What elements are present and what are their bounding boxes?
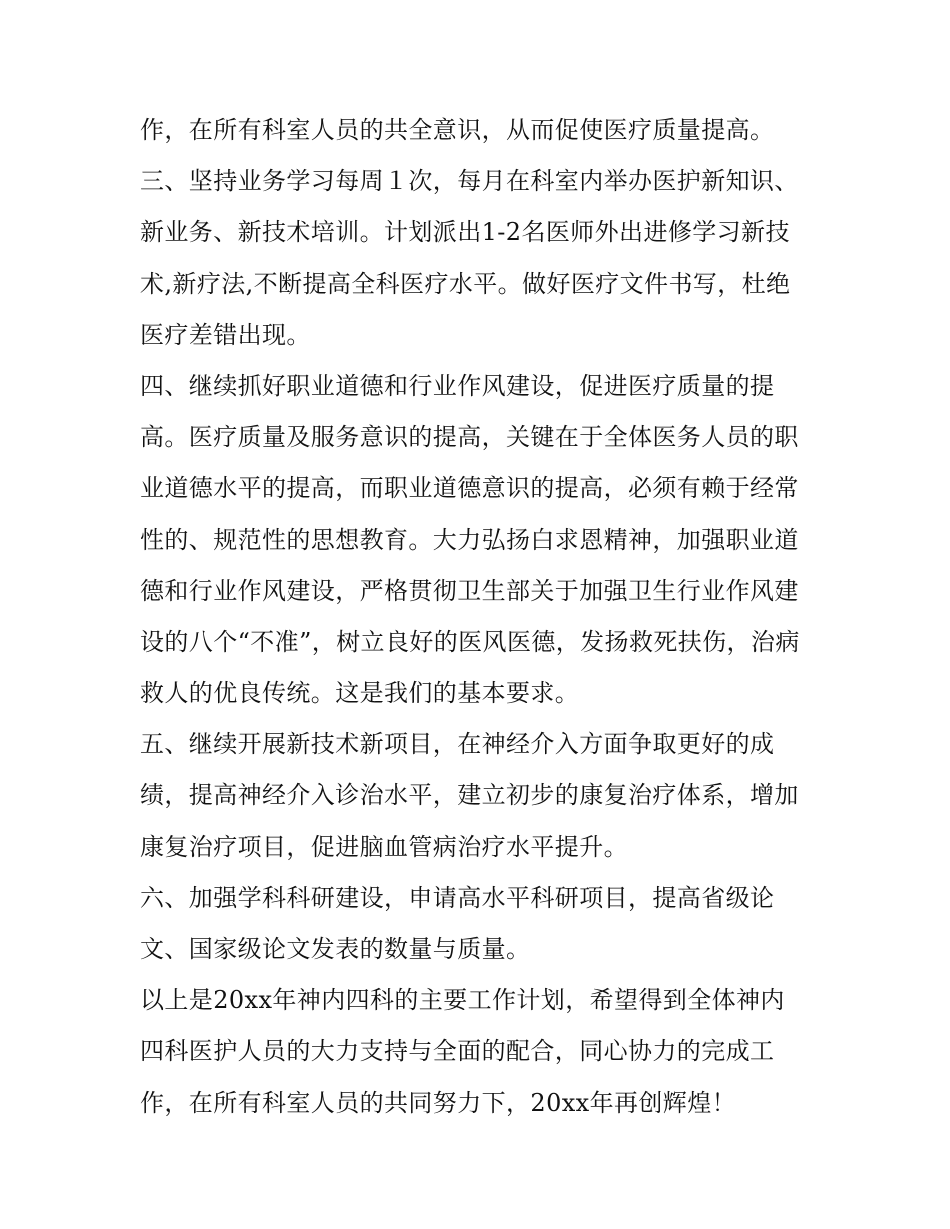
text-line: 新业务、新技术培训。计划派出1-2名医师外出进修学习新技 (140, 218, 790, 247)
text-line: 术,新疗法,不断提高全科医疗水平。做好医疗文件书写，杜绝 (140, 269, 791, 298)
text-line: 设的八个“不准”，树立良好的医风医德，发扬救死扶伤，治病 (140, 627, 800, 656)
text-line: 救人的优良传统。这是我们的基本要求。 (140, 679, 580, 708)
text-line: 五、继续开展新技术新项目，在神经介入方面争取更好的成 (140, 730, 775, 759)
text-line: 医疗差错出现。 (140, 320, 311, 349)
text-line: 业道德水平的提高，而职业道德意识的提高，必须有赖于经常 (140, 474, 799, 503)
text-line: 三、坚持业务学习每周１次，每月在科室内举办医护新知识、 (140, 167, 799, 196)
text-line: 文、国家级论文发表的数量与质量。 (140, 935, 531, 963)
text-line: 四、继续抓好职业道德和行业作风建设，促进医疗质量的提 (140, 371, 775, 400)
text-line: 六、加强学科科研建设，申请高水平科研项目，提高省级论 (140, 883, 775, 912)
text-line: 作，在所有科室人员的共同努力下，20xx年再创辉煌！ (140, 1088, 737, 1117)
text-line: 四科医护人员的大力支持与全面的配合，同心协力的完成工 (140, 1037, 775, 1066)
document-body (140, 105, 820, 1129)
text-line: 德和行业作风建设，严格贯彻卫生部关于加强卫生行业作风建 (140, 576, 799, 605)
text-line: 康复治疗项目，促进脑血管病治疗水平提升。 (140, 832, 628, 861)
text-line: 高。医疗质量及服务意识的提高，关键在于全体医务人员的职 (140, 423, 799, 452)
text-line: 绩，提高神经介入诊治水平，建立初步的康复治疗体系，增加 (140, 781, 799, 810)
text-line: 作，在所有科室人员的共全意识，从而促使医疗质量提高。 (140, 116, 775, 144)
text-line: 以上是20xx年神内四科的主要工作计划，希望得到全体神内 (140, 986, 785, 1015)
text-line: 性的、规范性的思想教育。大力弘扬白求恩精神，加强职业道 (140, 525, 799, 554)
